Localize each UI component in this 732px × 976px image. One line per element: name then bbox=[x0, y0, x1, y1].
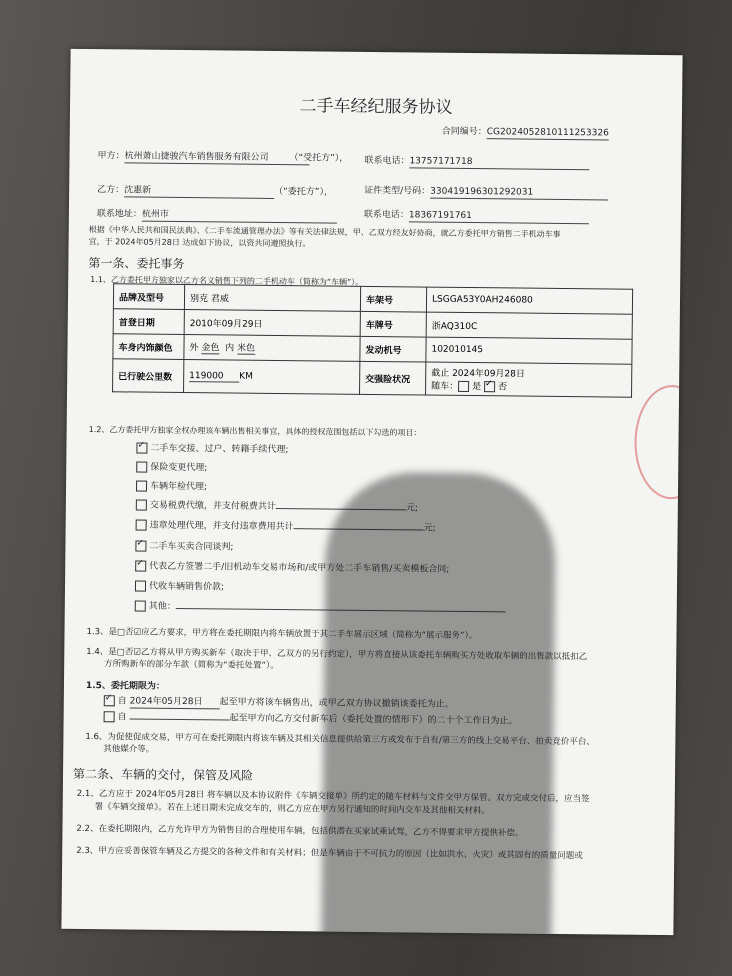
vehicle-info-table bbox=[112, 283, 633, 397]
option-transfer-checkbox[interactable] bbox=[136, 443, 147, 454]
option-collect-payment-checkbox[interactable] bbox=[135, 581, 146, 592]
option-tax-checkbox[interactable] bbox=[136, 500, 147, 511]
clause-2-3: 2.3、甲方应妥善保管车辆及乙方提交的各种文件和有关材料；但是车辆由于不可抗力的原因（比如洪水、火灾）或其固有的质量问题或 bbox=[76, 845, 583, 862]
reg-date-header: 首登日期 bbox=[113, 309, 184, 335]
phone-a: 13757171718 bbox=[409, 156, 589, 170]
term-start-date: 2024年05月28日 bbox=[130, 696, 220, 709]
party-a-role: （“受托方”）， bbox=[289, 153, 349, 164]
intro-line-2: 宜，于 2024年05月28日 达成如下协议，以资共同遵照执行。 bbox=[88, 237, 311, 249]
clause-1-5: 1.5、委托期限为： bbox=[85, 681, 165, 692]
clause-1-6-line-2: 其他媒介等。 bbox=[103, 744, 155, 755]
option-other-checkbox[interactable] bbox=[135, 601, 146, 612]
insurance-no-checkbox[interactable] bbox=[484, 381, 495, 392]
clause-1-4-line-2: 方所购新车的部分车款（简称为“委托处置”）。 bbox=[104, 659, 279, 672]
brand-header: 品牌及型号 bbox=[113, 284, 184, 310]
clause-1-6-line-1: 1.6、为促使促成交易，甲方可在委托期限内将该车辆及其相关信息提供给第三方或发布于自有/第三方的线上交易平台、拍卖竞价平台、 bbox=[85, 732, 595, 748]
reg-date-value: 2010年09月29日 bbox=[184, 310, 360, 337]
page-title: 二手车经纪服务协议 bbox=[299, 96, 453, 118]
clause-2-1-line-2: 署《车辆交接单》。若在上述日期未完成交车的，则乙方应在甲方另行通知的时间内交车及其他相关材料。 bbox=[94, 802, 490, 817]
engine-header: 发动机号 bbox=[360, 336, 426, 362]
mileage-header: 已行驶公里数 bbox=[113, 359, 184, 393]
clause-2-1-line-1: 2.1、乙方应于 2024年05月28日 将车辆以及本协议附件《车辆交接单》所约定的随车材料与文件交甲方保管。双方完成交付后，应当签 bbox=[76, 788, 590, 805]
engine-value: 102010145 bbox=[426, 337, 632, 364]
option-negotiation-checkbox[interactable] bbox=[135, 541, 146, 552]
contract-no-label: 合同编号： bbox=[441, 126, 487, 138]
contract-page: 二手车经纪服务协议 合同编号：CG2024052810111253326 甲方：杭州萧山捷骏汽车销售服务有限公司 （“受托方”）， 联系电话：13757171718 乙方：沈惠新 （“委托方”）， 证件类型/号码：330419196301292031 联系地址：杭州市 联系电话：18367191761 根据《中华人民共和国民法典》、《二手车流通管理办法》等有关法律法规，甲、乙双方经友好协商，就乙方委托甲方销售二手机动车事 宜，于 2024年05月28日 达成如下协议，以资共同遵照执行。 第一条、委托事务 1.1、乙方委托甲方独家以乙方名义销售下列的二手机动车（简称为“车辆”）。 品牌及型号 别克 君威 车架号 LSGGA53Y0AH246080 首登日期 2010年09月29日 车牌号 浙AQ310C 车身内饰颜色 外 金色 内 米色 发动机号 102010145 已行驶公里数 119000 KM 交强险状况 截止 2024年09月28日 随车： 是 ✓ 否 1.2、乙方委托甲方独家全权办理该车辆出售相关事宜，具体的授权范围包括以下勾选的项目： ✓二手车交接、过户、转籍手续代理; 保险变更代理; 车辆年检代理; 交易税费代缴，并支付税费共计 元; 违章处理代理，并支付违章费用共计 元; ✓二手车买卖合同谈判; ✓代表乙方签署二手/旧机动车交易市场和/或甲方处二手车销售/买卖模板合同; 代收车辆销售价款; 其他： 1.3、是□否☑应乙方要求，甲方将在委托期限内将车辆放置于其二手车展示区域（简称为“展示服务”）。 1.4、是□否☑乙方将从甲方购买新车（取决于甲、乙双方的另行约定），甲方将直接从该委托车辆购买方处收取车辆的出售款以抵扣乙 方所购新车的部分车款（简称为“委托处置”）。 1.5、委托期限为： ✓自 2024年05月28日 起至甲方将该车辆售出，或甲乙双方协议撤销该委托为止。 自 起至甲方向乙方交付新车后（委托处置的情形下）的二十个工作日为止。 1.6、为促使促成交易，甲方可在委托期限内将该车辆及其相关信息提供给第三方或发布于自有/第三方的线上交易平台、拍卖竞价平台、 其他媒介等。 第二条、车辆的交付，保管及风险 2.1、乙方应于 2024年05月28日 将车辆以及本协议附件《车辆交接单》所约定的随车材料与文件交甲方保管。双方完成交付后，应当签 署《车辆交接单》。若在上述日期未完成交车的，则乙方应在甲方另行通知的时间内交车及其他相关材料。 2.2、在委托期限内，乙方允许甲方为销售目的合理使用车辆，包括供潜在买家试乘试驾，乙方不得要求甲方提供补偿。 2.3、甲方应妥善保管车辆及乙方提交的各种文件和有关材料；但是车辆由于不可抗力的原因（比如洪水、火灾）或其固有的质量问题或 bbox=[61, 49, 682, 935]
phone-shadow bbox=[320, 472, 556, 936]
option-violation-checkbox[interactable] bbox=[136, 520, 147, 531]
clause-1-4-line-1: 1.4、是□否☑乙方将从甲方购买新车（取决于甲、乙双方的另行约定），甲方将直接从该委托车辆购买方处收取车辆的出售款以抵扣乙 bbox=[86, 647, 588, 663]
section-1-title: 第一条、委托事务 bbox=[88, 256, 185, 272]
address: 杭州市 bbox=[142, 210, 337, 224]
id-number: 330419196301292031 bbox=[430, 187, 608, 201]
party-b-name: 沈惠新 bbox=[124, 185, 274, 198]
clause-1-3: 1.3、是□否☑应乙方要求，甲方将在委托期限内将车辆放置于其二手车展示区域（简称为“展示服务”）。 bbox=[86, 627, 478, 642]
option-sign-contract-checkbox[interactable] bbox=[135, 561, 146, 572]
plate-header: 车牌号 bbox=[360, 311, 426, 337]
phone-a-label: 联系电话： bbox=[364, 155, 410, 167]
color-value: 外 金色 内 米色 bbox=[184, 335, 360, 362]
insurance-value: 截止 2024年09月28日 随车： 是 ✓ 否 bbox=[426, 362, 632, 397]
phone-b-label: 联系电话： bbox=[363, 209, 409, 221]
color-header: 车身内饰颜色 bbox=[113, 334, 184, 360]
brand-value: 别克 君威 bbox=[184, 285, 360, 312]
id-label: 证件类型/号码： bbox=[364, 185, 431, 197]
phone-b: 18367191761 bbox=[409, 210, 589, 224]
party-b-label: 乙方： bbox=[97, 185, 125, 196]
company-seal bbox=[634, 385, 683, 500]
party-b-role: （“委托方”）， bbox=[274, 186, 334, 198]
clause-2-2: 2.2、在委托期限内，乙方允许甲方为销售目的合理使用车辆，包括供潜在买家试乘试驾，乙方不得要求甲方提供补偿。 bbox=[76, 823, 524, 839]
party-a-label: 甲方： bbox=[97, 151, 125, 162]
clause-1-2: 1.2、乙方委托甲方独家全权办理该车辆出售相关事宜，具体的授权范围包括以下勾选的项目： bbox=[88, 425, 422, 438]
term-option-b-checkbox[interactable] bbox=[104, 711, 115, 722]
term-option-a-checkbox[interactable] bbox=[104, 695, 115, 706]
intro-line-1: 根据《中华人民共和国民法典》、《二手车流通管理办法》等有关法律法规，甲、乙双方经友好协商，就乙方委托甲方销售二手机动车事 bbox=[88, 225, 561, 239]
option-insurance-checkbox[interactable] bbox=[136, 462, 147, 473]
contract-no: CG2024052810111253326 bbox=[486, 127, 609, 139]
plate-value: 浙AQ310C bbox=[426, 312, 632, 339]
option-inspection-checkbox[interactable] bbox=[136, 481, 147, 492]
section-2-title: 第二条、车辆的交付，保管及风险 bbox=[72, 766, 254, 783]
party-a-name: 杭州萧山捷骏汽车销售服务有限公司 bbox=[124, 151, 309, 165]
insurance-header: 交强险状况 bbox=[360, 361, 426, 395]
vin-header: 车架号 bbox=[360, 286, 426, 312]
address-label: 联系地址： bbox=[96, 209, 142, 220]
vin-value: LSGGA53Y0AH246080 bbox=[426, 287, 632, 314]
mileage-value: 119000 KM bbox=[184, 360, 360, 395]
insurance-yes-checkbox[interactable] bbox=[458, 381, 469, 392]
clause-1-1: 1.1、乙方委托甲方独家以乙方名义销售下列的二手机动车（简称为“车辆”）。 bbox=[90, 275, 364, 287]
